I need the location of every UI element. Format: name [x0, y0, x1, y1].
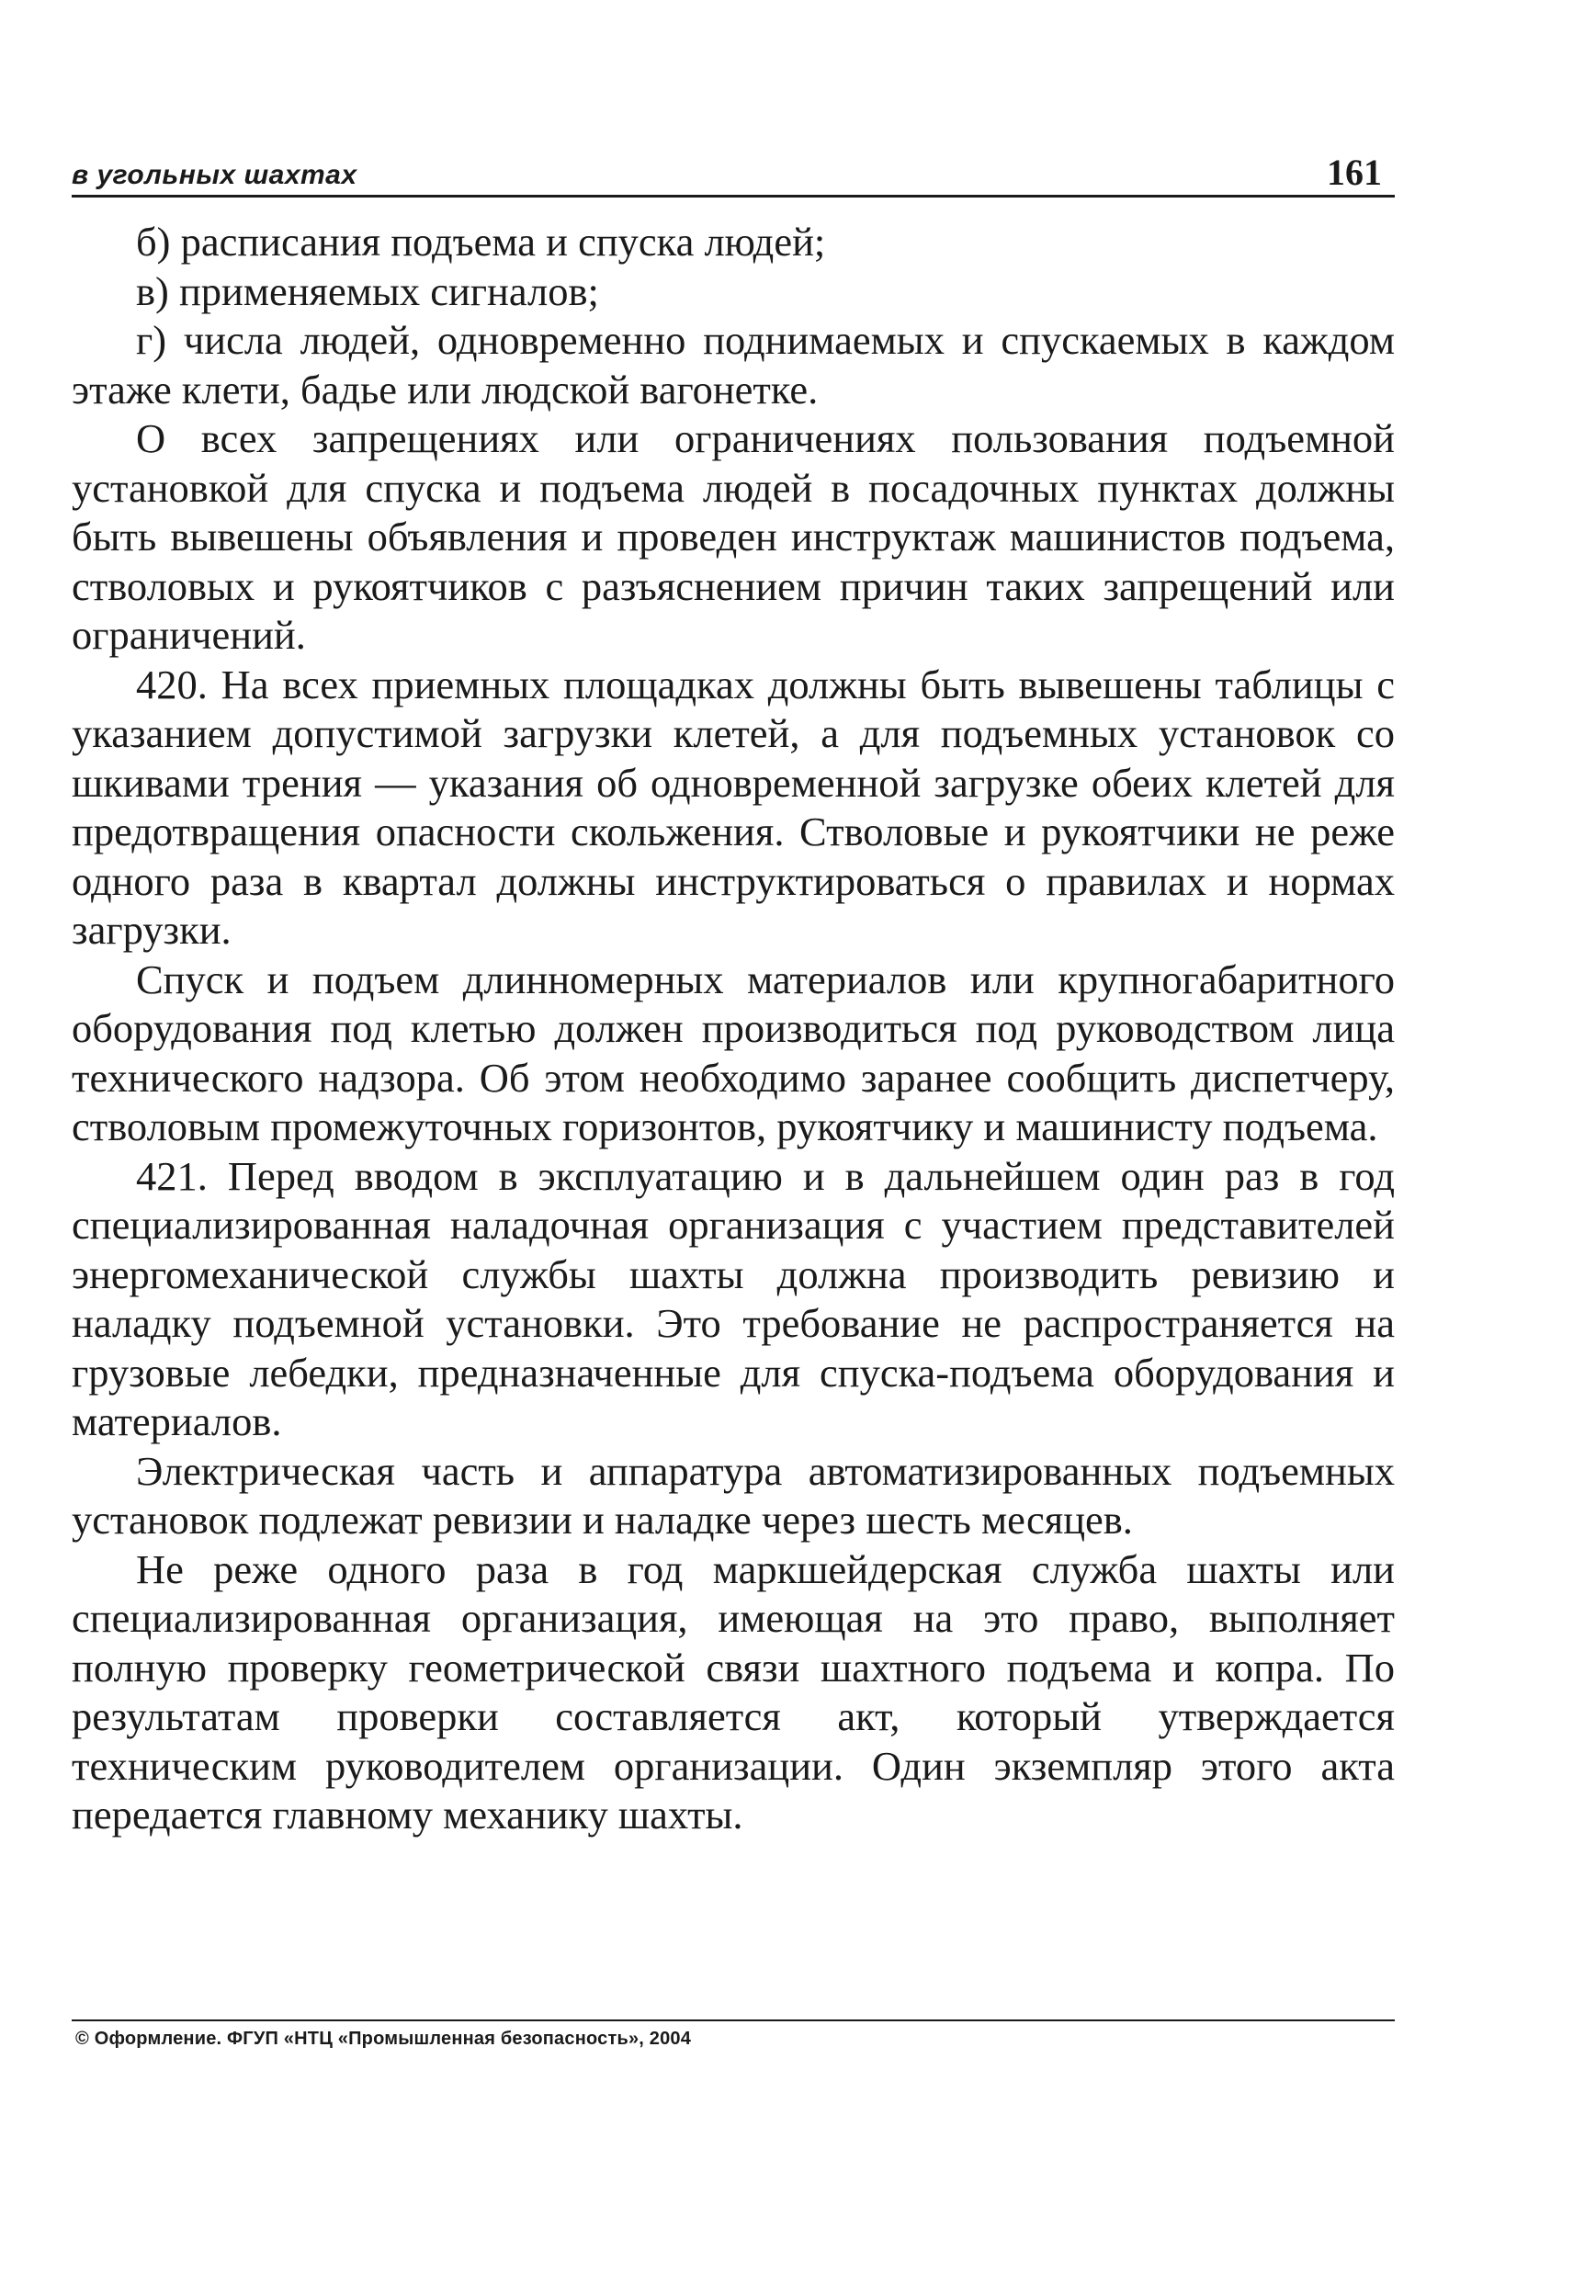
paragraph-list-item-g: г) числа людей, одновременно поднимаемых и спускаемых в каждом этаже клети, бадье или людской вагонетке.: [72, 317, 1395, 413]
running-header: [72, 147, 1395, 198]
paragraph-restrictions: О всех запрещениях или ограничениях пользования подъемной установкой для спуска и подъема людей в посадочных пунктах должны быть вывешены объявления и проведен инструктаж машинистов подъема, стволовых и рукоятчиков с разъяснением причин таких запрещений или ограничений.: [72, 415, 1395, 658]
paragraph-list-item-v: в) применяемых сигналов;: [136, 267, 599, 314]
paragraph-420: 420. На всех приемных площадках должны быть вывешены таблицы с указанием допустимой загрузки клетей, а для подъемных установок со шкивами трения — указания об одновременной загрузке обеих клетей для предотвращения опасности скольжения. Стволовые и рукоятчики не реже одного раза в квартал должны инструктироваться о правилах и нормах загрузки.: [72, 661, 1395, 953]
paragraph-421: 421. Перед вводом в эксплуатацию и в дальнейшем один раз в год специализированная наладочная организация с участием представителей энергомеханической службы шахты должна производить ревизию и наладку подъемной установки. Это требование не распространяется на грузовые лебедки, предназначенные для спуска-подъема оборудования и материалов.: [72, 1152, 1395, 1444]
document-page: [72, 147, 1395, 1840]
paragraph-list-item-b: б) расписания подъема и спуска людей;: [136, 219, 826, 265]
copyright-footer: © Оформление. ФГУП «НТЦ «Промышленная безопасность», 2004: [75, 2029, 692, 2049]
body-text: [72, 218, 1395, 1840]
page-number: 161: [1327, 152, 1382, 193]
running-title: в угольных шахтах: [72, 160, 357, 190]
paragraph-long-materials: Спуск и подъем длинномерных материалов или крупногабаритного оборудования под клетью должен производиться под руководством лица технического надзора. Об этом необходимо заранее сообщить диспетчеру, стволовым промежуточных горизонтов, рукоятчику и машинисту подъема.: [72, 956, 1395, 1149]
paragraph-electrical: Электрическая часть и аппаратура автоматизированных подъемных установок подлежат ревизии и наладке через шесть месяцев.: [72, 1447, 1395, 1543]
paragraph-survey: Не реже одного раза в год маркшейдерская служба шахты или специализированная организация, имеющая на это право, выполняет полную проверку геометрической связи шахтного подъема и копра. По результатам проверки составляется акт, который утверждается техническим руководителем организации. Один экземпляр этого акта передается главному механику шахты.: [72, 1545, 1395, 1838]
footer-divider: [72, 2019, 1395, 2021]
